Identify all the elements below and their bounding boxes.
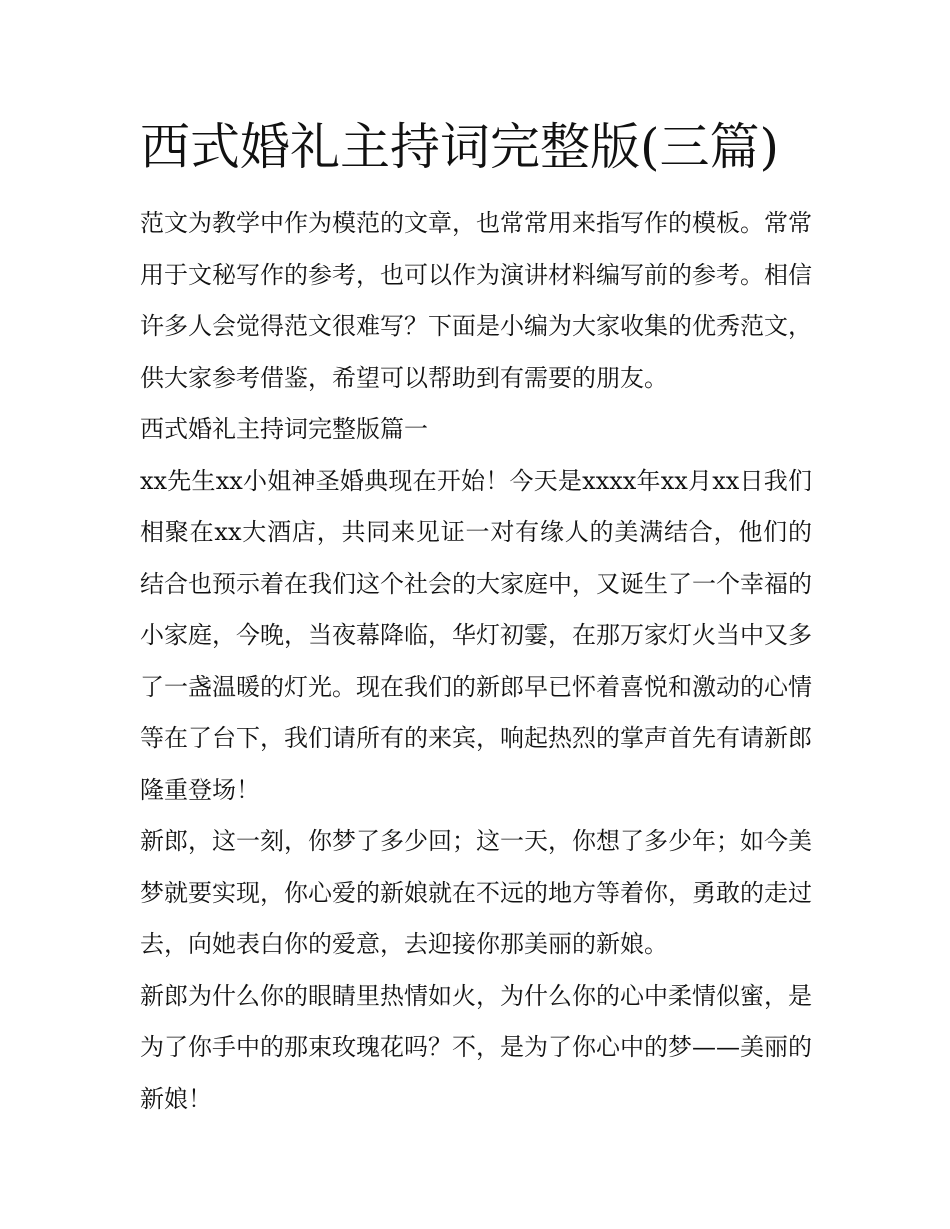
document-title: 西式婚礼主持词完整版(三篇) — [140, 118, 780, 176]
section-heading: 西式婚礼主持词完整版篇一 — [140, 415, 428, 443]
body-paragraph-3: 新郎为什么你的眼睛里热情如火，为什么你的心中柔情似蜜，是为了你手中的那束玫瑰花吗？不，是为了你心中的梦——美丽的新娘！ — [140, 981, 812, 1113]
body-paragraph-2: 新郎，这一刻，你梦了多少回；这一天，你想了多少年；如今美梦就要实现，你心爱的新娘就在不远的地方等着你，勇敢的走过去，向她表白你的爱意，去迎接你那美丽的新娘。 — [140, 827, 812, 958]
document-body — [140, 198, 812, 1125]
body-paragraph-1: xx先生xx小姐神圣婚典现在开始！今天是xxxx年xx月xx日我们相聚在xx大酒店，共同来见证一对有缘人的美满结合，他们的结合也预示着在我们这个社会的大家庭中，又诞生了一个幸福的小家庭，今晚，当夜幕降临，华灯初霎，在那万家灯火当中又多了一盏温暖的灯光。现在我们的新郎早已怀着喜悦和激动的心情等在了台下，我们请所有的来宾，响起热烈的掌声首先有请新郎隆重登场！ — [140, 466, 812, 804]
intro-paragraph: 范文为教学中作为模范的文章，也常常用来指写作的模板。常常用于文秘写作的参考，也可以作为演讲材料编写前的参考。相信许多人会觉得范文很难写？下面是小编为大家收集的优秀范文，供大家参考借鉴，希望可以帮助到有需要的朋友。 — [140, 209, 812, 392]
